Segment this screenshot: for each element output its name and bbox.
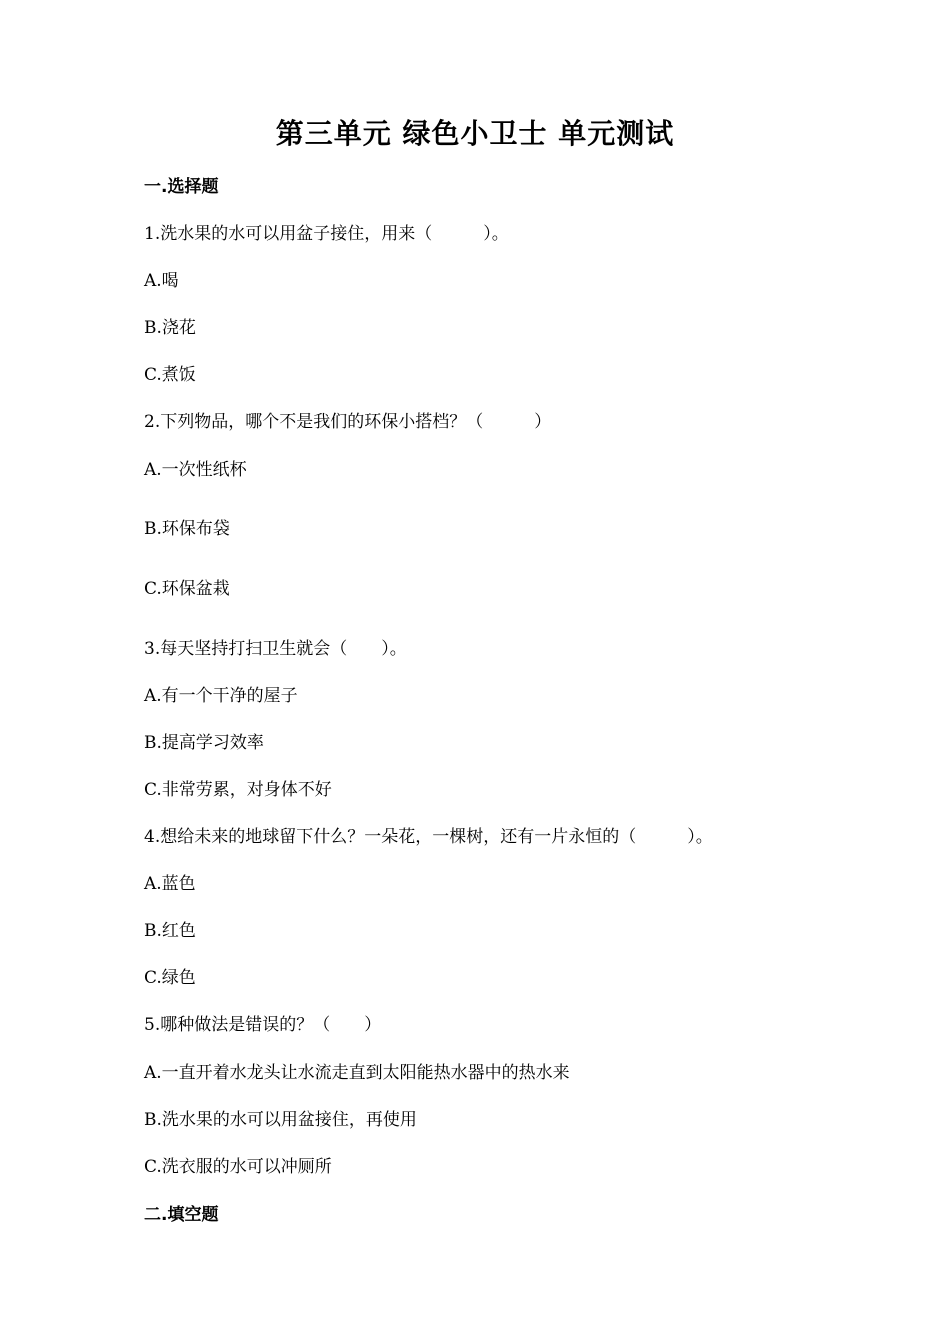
question-1-option-b: B.浇花 — [144, 318, 196, 338]
question-2-option-c: C.环保盆栽 — [144, 579, 230, 599]
question-3-option-b: B.提高学习效率 — [144, 733, 264, 753]
question-5-option-b: B.洗水果的水可以用盆接住，再使用 — [144, 1110, 417, 1130]
question-4-option-a: A.蓝色 — [144, 874, 196, 894]
question-3-option-c: C.非常劳累，对身体不好 — [144, 780, 332, 800]
question-5-option-a: A.一直开着水龙头让水流走直到太阳能热水器中的热水来 — [144, 1063, 570, 1083]
question-1-option-c: C.煮饭 — [144, 365, 196, 385]
question-4-option-c: C.绿色 — [144, 968, 196, 988]
question-1-stem: 1.洗水果的水可以用盆子接住，用来（ ）。 — [144, 224, 509, 244]
section-heading-fill-in: 二.填空题 — [144, 1205, 219, 1225]
question-3-stem: 3.每天坚持打扫卫生就会（ ）。 — [144, 639, 407, 659]
question-4-option-b: B.红色 — [144, 921, 196, 941]
question-4-stem: 4.想给未来的地球留下什么？一朵花，一棵树，还有一片永恒的（ ）。 — [144, 827, 713, 847]
question-3-option-a: A.有一个干净的屋子 — [144, 686, 298, 706]
page-title: 第三单元 绿色小卫士 单元测试 — [275, 117, 675, 150]
question-1-option-a: A.喝 — [144, 271, 179, 291]
question-2-option-a: A.一次性纸杯 — [144, 460, 247, 480]
section-heading-choice: 一.选择题 — [144, 177, 219, 197]
question-5-option-c: C.洗衣服的水可以冲厕所 — [144, 1157, 332, 1177]
question-2-stem: 2.下列物品，哪个不是我们的环保小搭档？（ ） — [144, 412, 552, 432]
question-2-option-b: B.环保布袋 — [144, 519, 230, 539]
question-5-stem: 5.哪种做法是错误的？（ ） — [144, 1015, 382, 1035]
